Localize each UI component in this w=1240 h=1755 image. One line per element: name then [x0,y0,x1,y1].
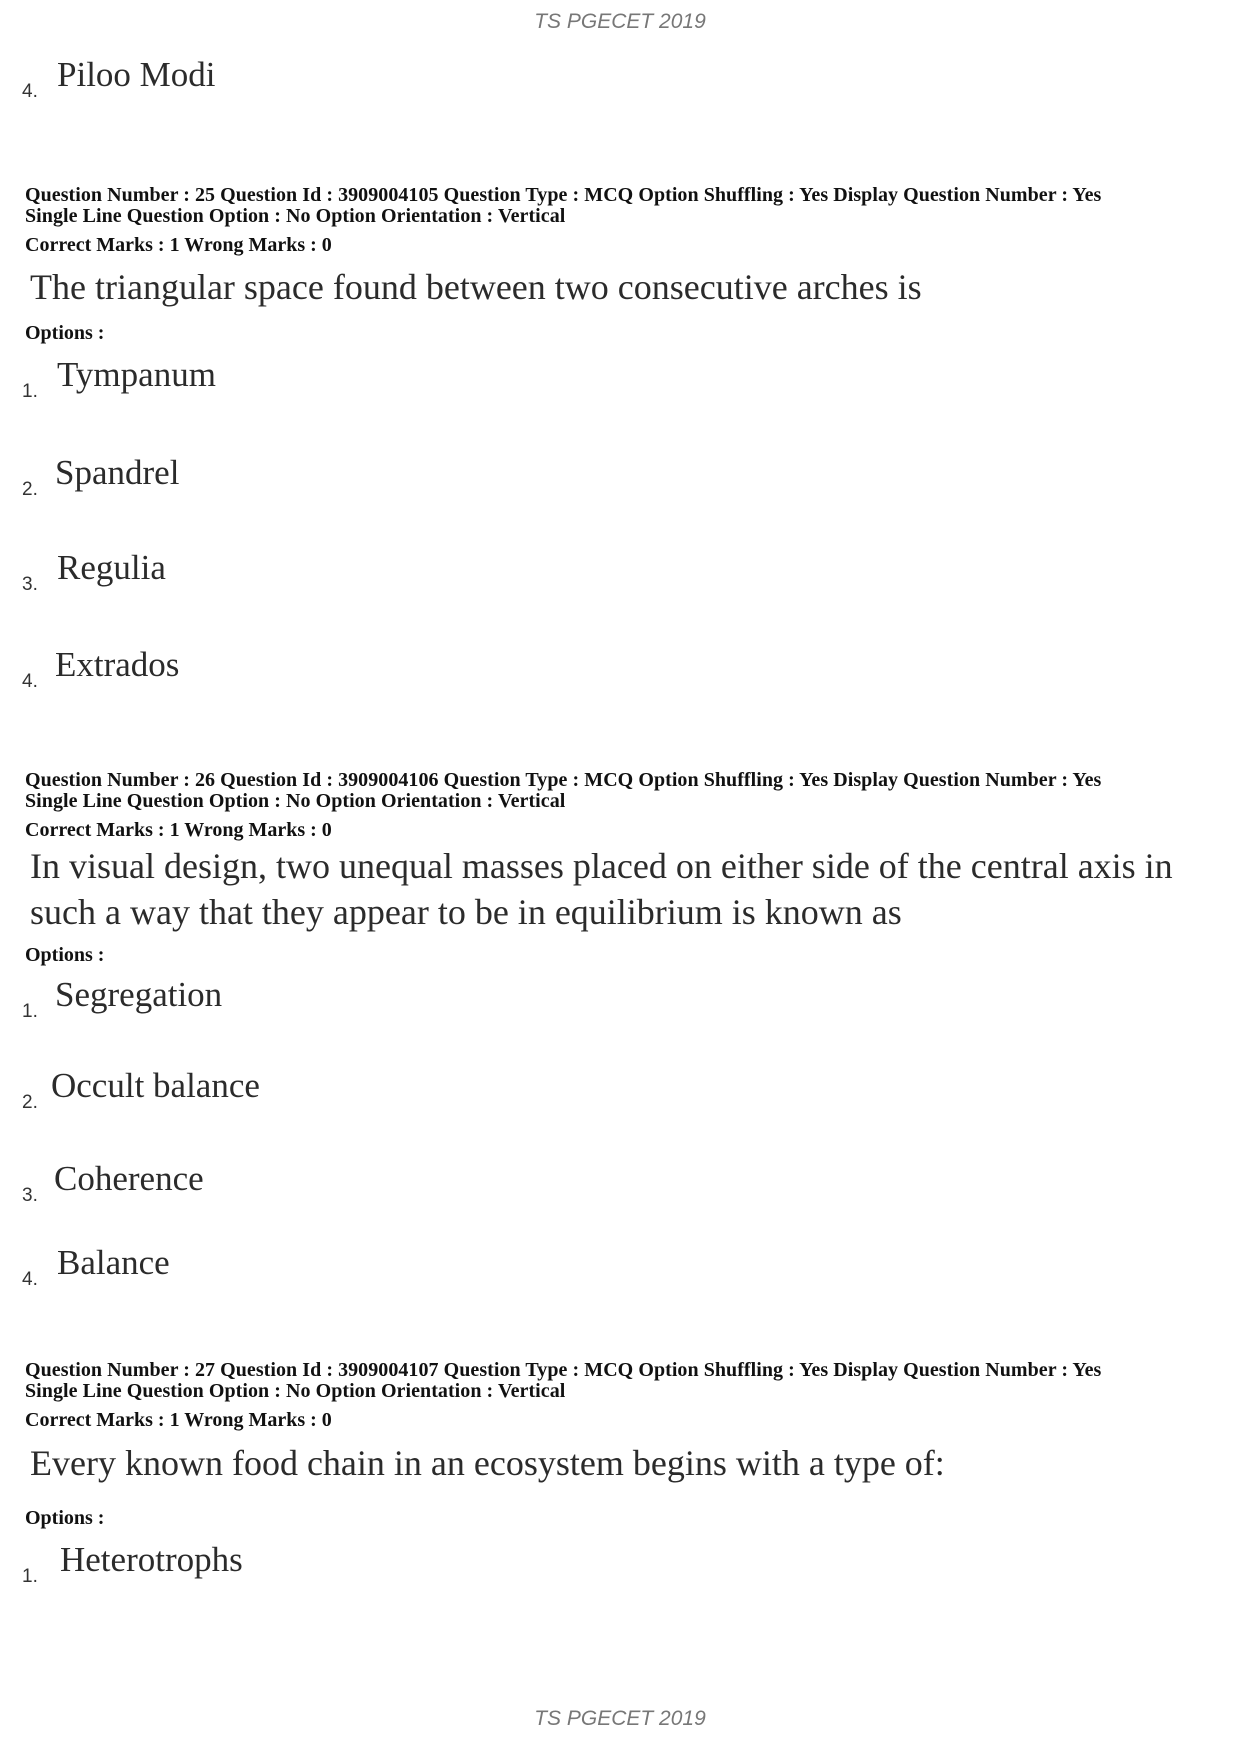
question-marks: Correct Marks : 1 Wrong Marks : 0 [25,819,332,841]
option-number: 1. [22,1001,38,1022]
option-text: Heterotrophs [60,1540,243,1579]
option-text: Tympanum [57,355,216,394]
question-meta: Question Number : 27 Question Id : 3909004107 Question Type : MCQ Option Shuffling : Yes Display Question Number : Yes [25,1359,1102,1381]
option-number: 1. [22,381,38,402]
options-label: Options : [25,1507,105,1529]
option-number: 3. [22,1185,38,1206]
question-text: In visual design, two unequal masses placed on either side of the central axis in such a way that they appear to be in equilibrium is known as [30,846,1173,932]
option-text: Spandrel [55,453,180,492]
question-marks: Correct Marks : 1 Wrong Marks : 0 [25,1409,332,1431]
question-meta: Question Number : 26 Question Id : 3909004106 Question Type : MCQ Option Shuffling : Yes Display Question Number : Yes [25,769,1102,791]
question-text: The triangular space found between two consecutive arches is [30,267,922,307]
question-meta: Single Line Question Option : No Option Orientation : Vertical [25,205,566,227]
options-label: Options : [25,944,105,966]
question-meta: Question Number : 25 Question Id : 3909004105 Question Type : MCQ Option Shuffling : Yes Display Question Number : Yes [25,184,1102,206]
question-marks: Correct Marks : 1 Wrong Marks : 0 [25,234,332,256]
option-number: 4. [22,81,38,102]
page-footer: TS PGECET 2019 [534,1707,706,1730]
option-number: 2. [22,1092,38,1113]
option-text: Coherence [54,1159,204,1198]
question-meta: Single Line Question Option : No Option Orientation : Vertical [25,790,566,812]
option-text: Segregation [55,975,223,1014]
option-number: 4. [22,1269,38,1290]
option-number: 3. [22,574,38,595]
page-header: TS PGECET 2019 [534,10,706,33]
option-number: 1. [22,1566,38,1587]
question-meta: Single Line Question Option : No Option Orientation : Vertical [25,1380,566,1402]
option-number: 4. [22,671,38,692]
option-text: Piloo Modi [57,55,216,94]
option-text: Extrados [55,645,180,684]
option-text: Regulia [57,548,166,587]
option-number: 2. [22,479,38,500]
options-label: Options : [25,322,105,344]
question-text: Every known food chain in an ecosystem begins with a type of: [30,1443,945,1483]
option-text: Occult balance [51,1066,260,1105]
option-text: Balance [57,1243,170,1282]
